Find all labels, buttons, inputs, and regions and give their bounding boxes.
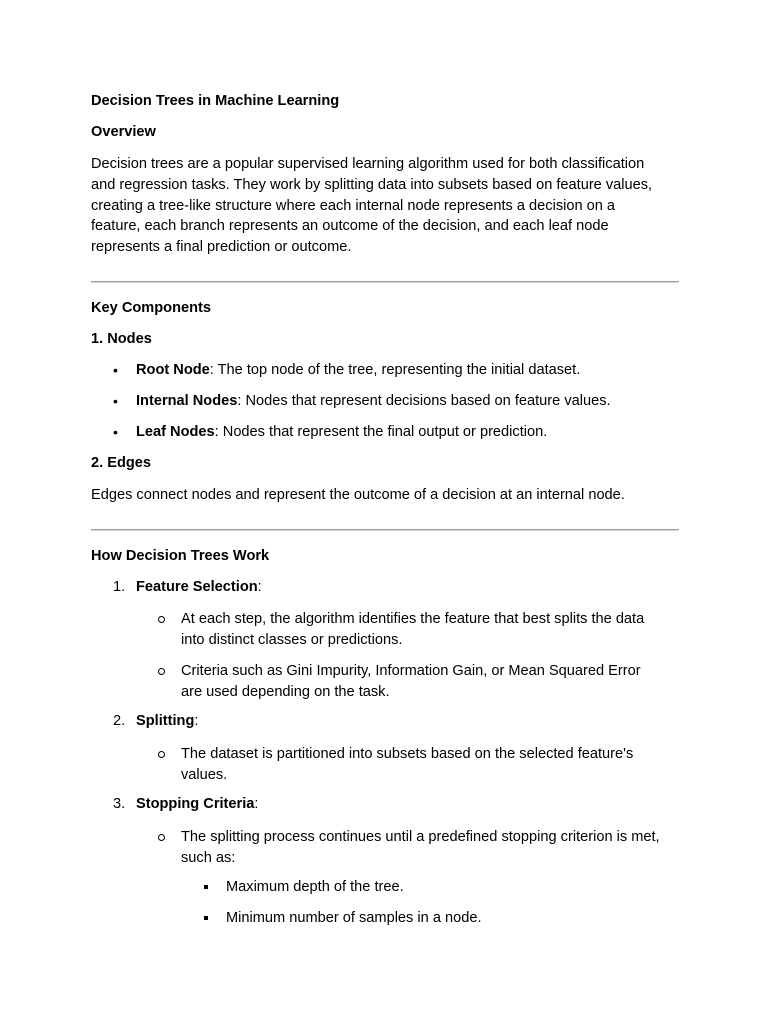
step-title bbox=[136, 579, 262, 595]
how-it-works-heading: How Decision Trees Work bbox=[91, 548, 270, 564]
sub-item-line: into distinct classes or predictions. bbox=[181, 631, 403, 648]
step-term: Stopping Criteria bbox=[136, 796, 255, 812]
circle-bullet-icon bbox=[158, 668, 165, 675]
sub-item-line: The splitting process continues until a predefined stopping criterion is met, bbox=[181, 829, 660, 845]
sub-item-line: Criteria such as Gini Impurity, Information Gain, or Mean Squared Error bbox=[181, 663, 641, 679]
nodes-heading: 1. Nodes bbox=[91, 331, 152, 347]
overview-heading: Overview bbox=[91, 124, 156, 140]
list-item-term: Root Node bbox=[136, 362, 210, 378]
sub-item-line: values. bbox=[181, 766, 228, 783]
step-number: 3. bbox=[113, 796, 126, 812]
square-bullet-icon bbox=[204, 885, 208, 889]
bullet-icon: • bbox=[113, 362, 118, 378]
list-item-desc: : The top node of the tree, representing the initial dataset. bbox=[209, 362, 581, 378]
edges-paragraph: Edges connect nodes and represent the outcome of a decision at an internal node. bbox=[91, 487, 625, 503]
circle-bullet-icon bbox=[158, 616, 165, 623]
step-title bbox=[136, 713, 198, 729]
bullet-icon: • bbox=[113, 393, 118, 409]
overview-line: creating a tree-like structure where each internal node represents a decision on a bbox=[91, 197, 616, 214]
overview-paragraph bbox=[91, 154, 681, 258]
list-item-term: Leaf Nodes bbox=[136, 424, 215, 440]
step-number: 1. bbox=[113, 579, 126, 595]
list-item-term: Internal Nodes bbox=[136, 393, 238, 409]
sub-item-line: such as: bbox=[181, 849, 236, 866]
list-item bbox=[136, 393, 611, 409]
step-colon: : bbox=[194, 713, 199, 729]
overview-line: Decision trees are a popular supervised learning algorithm used for both classification bbox=[91, 156, 645, 172]
horizontal-rule bbox=[91, 281, 679, 283]
sub-item bbox=[181, 609, 681, 651]
step-term: Splitting bbox=[136, 713, 195, 729]
list-item bbox=[136, 362, 580, 378]
sub-item-line: At each step, the algorithm identifies the feature that best splits the data bbox=[181, 611, 645, 627]
list-item bbox=[136, 424, 547, 440]
overview-line: and regression tasks. They work by splitting data into subsets based on feature values, bbox=[91, 176, 653, 193]
square-bullet-icon bbox=[204, 916, 208, 920]
step-colon: : bbox=[254, 796, 259, 812]
sub-sub-item: Maximum depth of the tree. bbox=[226, 879, 404, 895]
document-title: Decision Trees in Machine Learning bbox=[91, 93, 340, 109]
edges-heading: 2. Edges bbox=[91, 455, 152, 471]
circle-bullet-icon bbox=[158, 834, 165, 841]
list-item-desc: : Nodes that represent decisions based on feature values. bbox=[237, 393, 611, 409]
list-item-desc: : Nodes that represent the final output or prediction. bbox=[214, 424, 548, 440]
sub-sub-item: Minimum number of samples in a node. bbox=[226, 910, 482, 926]
step-number: 2. bbox=[113, 713, 126, 729]
key-components-heading: Key Components bbox=[91, 300, 212, 316]
sub-item-line: are used depending on the task. bbox=[181, 683, 390, 700]
step-colon: : bbox=[257, 579, 262, 595]
sub-item bbox=[181, 827, 681, 869]
bullet-icon: • bbox=[113, 424, 118, 440]
sub-item-line: The dataset is partitioned into subsets based on the selected feature's bbox=[181, 746, 634, 762]
sub-item bbox=[181, 744, 681, 786]
overview-line: represents a final prediction or outcome. bbox=[91, 239, 352, 256]
circle-bullet-icon bbox=[158, 751, 165, 758]
step-title bbox=[136, 796, 258, 812]
overview-line: feature, each branch represents an outcome of the decision, and each leaf node bbox=[91, 218, 609, 235]
horizontal-rule bbox=[91, 529, 679, 531]
sub-item bbox=[181, 661, 681, 703]
step-term: Feature Selection bbox=[136, 579, 258, 595]
